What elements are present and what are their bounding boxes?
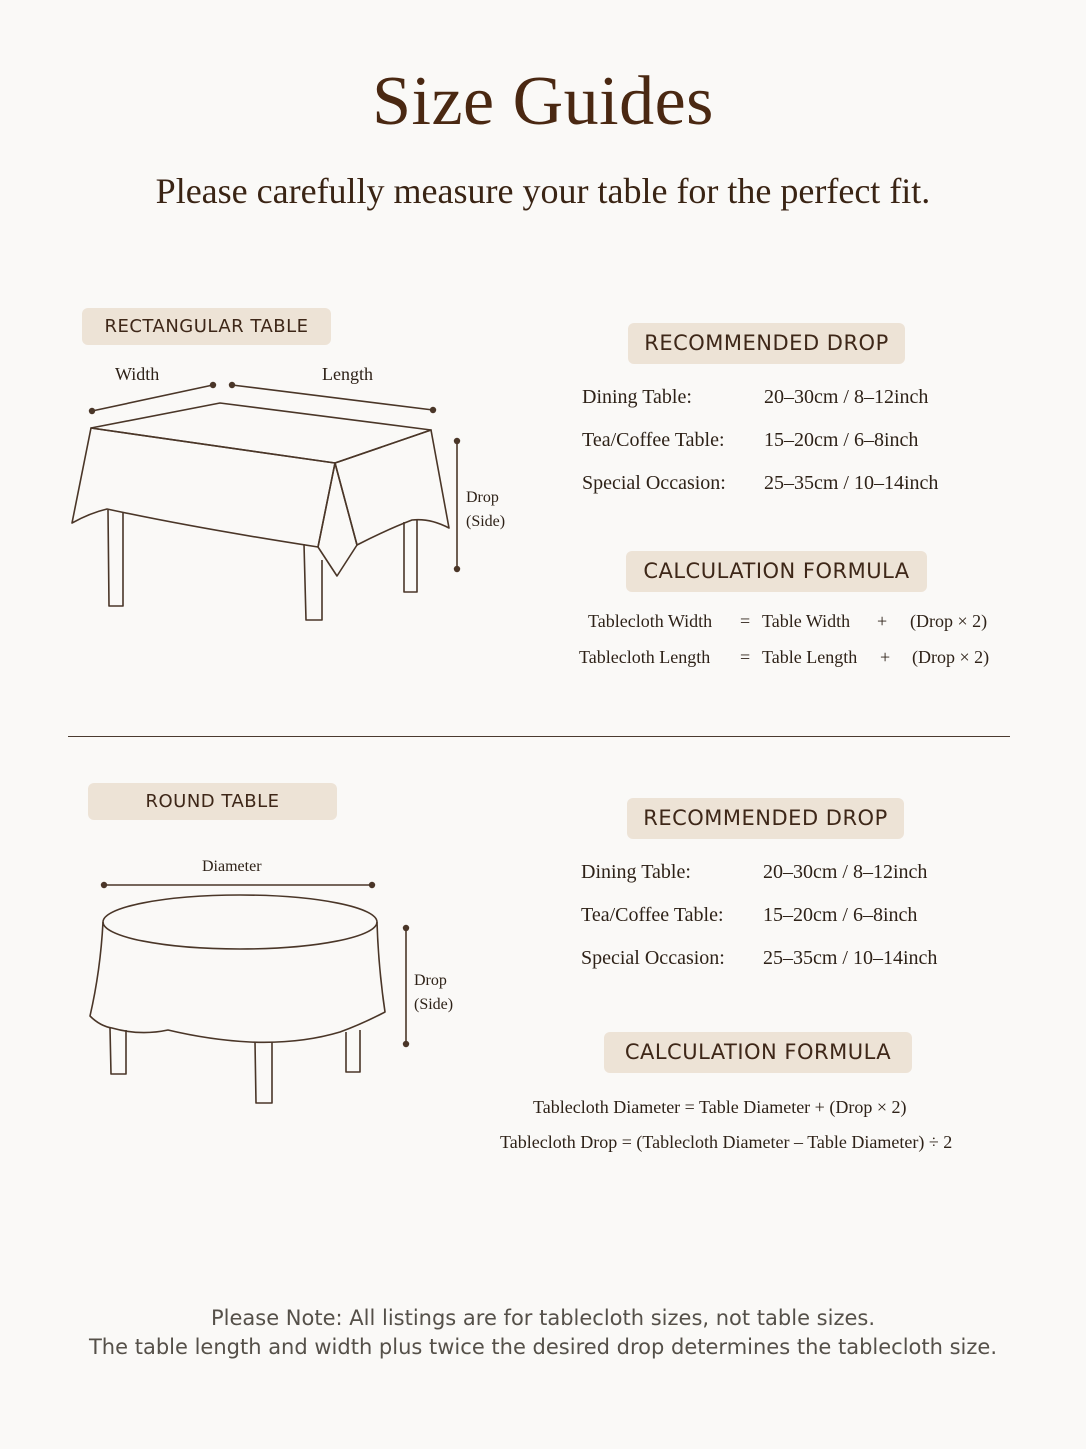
drop-row-label: Special Occasion: bbox=[582, 472, 726, 494]
table-top bbox=[103, 895, 377, 949]
formula-right: (Drop × 2) bbox=[912, 647, 990, 667]
formula-plus: + bbox=[880, 647, 891, 667]
drop-row-value: 25–35cm / 10–14inch bbox=[764, 472, 939, 494]
note-line-2: The table length and width plus twice the desired drop determines the tablecloth size. bbox=[88, 1335, 997, 1359]
formula-drop: Tablecloth Drop = (Tablecloth Diameter – Table Diameter) ÷ 2 bbox=[500, 1132, 953, 1152]
dimension-dot bbox=[403, 1041, 409, 1047]
dimension-dot bbox=[369, 882, 375, 888]
table-leg bbox=[255, 1042, 272, 1103]
diameter-label: Diameter bbox=[202, 858, 262, 875]
drop-row-value: 15–20cm / 6–8inch bbox=[763, 904, 918, 926]
page-subtitle: Please carefully measure your table for the perfect fit. bbox=[155, 171, 931, 211]
formula-middle: Table Length bbox=[762, 647, 858, 667]
formula-equals: = bbox=[740, 647, 751, 667]
length-label: Length bbox=[322, 364, 373, 384]
drop-label: Drop bbox=[414, 972, 447, 989]
width-label: Width bbox=[115, 364, 160, 384]
table-leg bbox=[110, 1028, 126, 1074]
recommended-drop-tag: RECOMMENDED DROP bbox=[627, 798, 904, 839]
drop-row-label: Special Occasion: bbox=[581, 947, 725, 969]
recommended-drop-tag: RECOMMENDED DROP bbox=[628, 323, 905, 364]
formula-plus: + bbox=[877, 611, 888, 631]
formula-diameter: Tablecloth Diameter = Table Diameter + (Drop × 2) bbox=[533, 1097, 907, 1117]
drop-row-value: 25–35cm / 10–14inch bbox=[763, 947, 938, 969]
note-line-1: Please Note: All listings are for tablecloth sizes, not table sizes. bbox=[210, 1306, 876, 1330]
calculation-formula-tag: CALCULATION FORMULA bbox=[626, 551, 927, 592]
drop-row-label: Tea/Coffee Table: bbox=[582, 429, 725, 451]
page-title: Size Guides bbox=[372, 63, 714, 140]
drop-row-label: Dining Table: bbox=[582, 386, 692, 408]
formula-middle: Table Width bbox=[762, 611, 851, 631]
calculation-formula-tag: CALCULATION FORMULA bbox=[604, 1032, 912, 1073]
formula-left: Tablecloth Width bbox=[588, 611, 713, 631]
drop-row-label: Dining Table: bbox=[581, 861, 691, 883]
drop-row-value: 20–30cm / 8–12inch bbox=[764, 386, 929, 408]
dimension-dot bbox=[403, 925, 409, 931]
drop-row-value: 15–20cm / 6–8inch bbox=[764, 429, 919, 451]
drop-row-value: 20–30cm / 8–12inch bbox=[763, 861, 928, 883]
dimension-dot bbox=[101, 882, 107, 888]
drop-row-label: Tea/Coffee Table: bbox=[581, 904, 724, 926]
table-leg bbox=[346, 1030, 360, 1072]
round-table-tag: ROUND TABLE bbox=[88, 783, 337, 820]
drop-label: Drop bbox=[466, 489, 499, 506]
rectangular-table-tag: RECTANGULAR TABLE bbox=[82, 308, 331, 345]
formula-equals: = bbox=[740, 611, 751, 631]
formula-right: (Drop × 2) bbox=[910, 611, 988, 631]
side-label: (Side) bbox=[414, 996, 454, 1013]
formula-left: Tablecloth Length bbox=[579, 647, 711, 667]
side-label: (Side) bbox=[466, 513, 506, 530]
